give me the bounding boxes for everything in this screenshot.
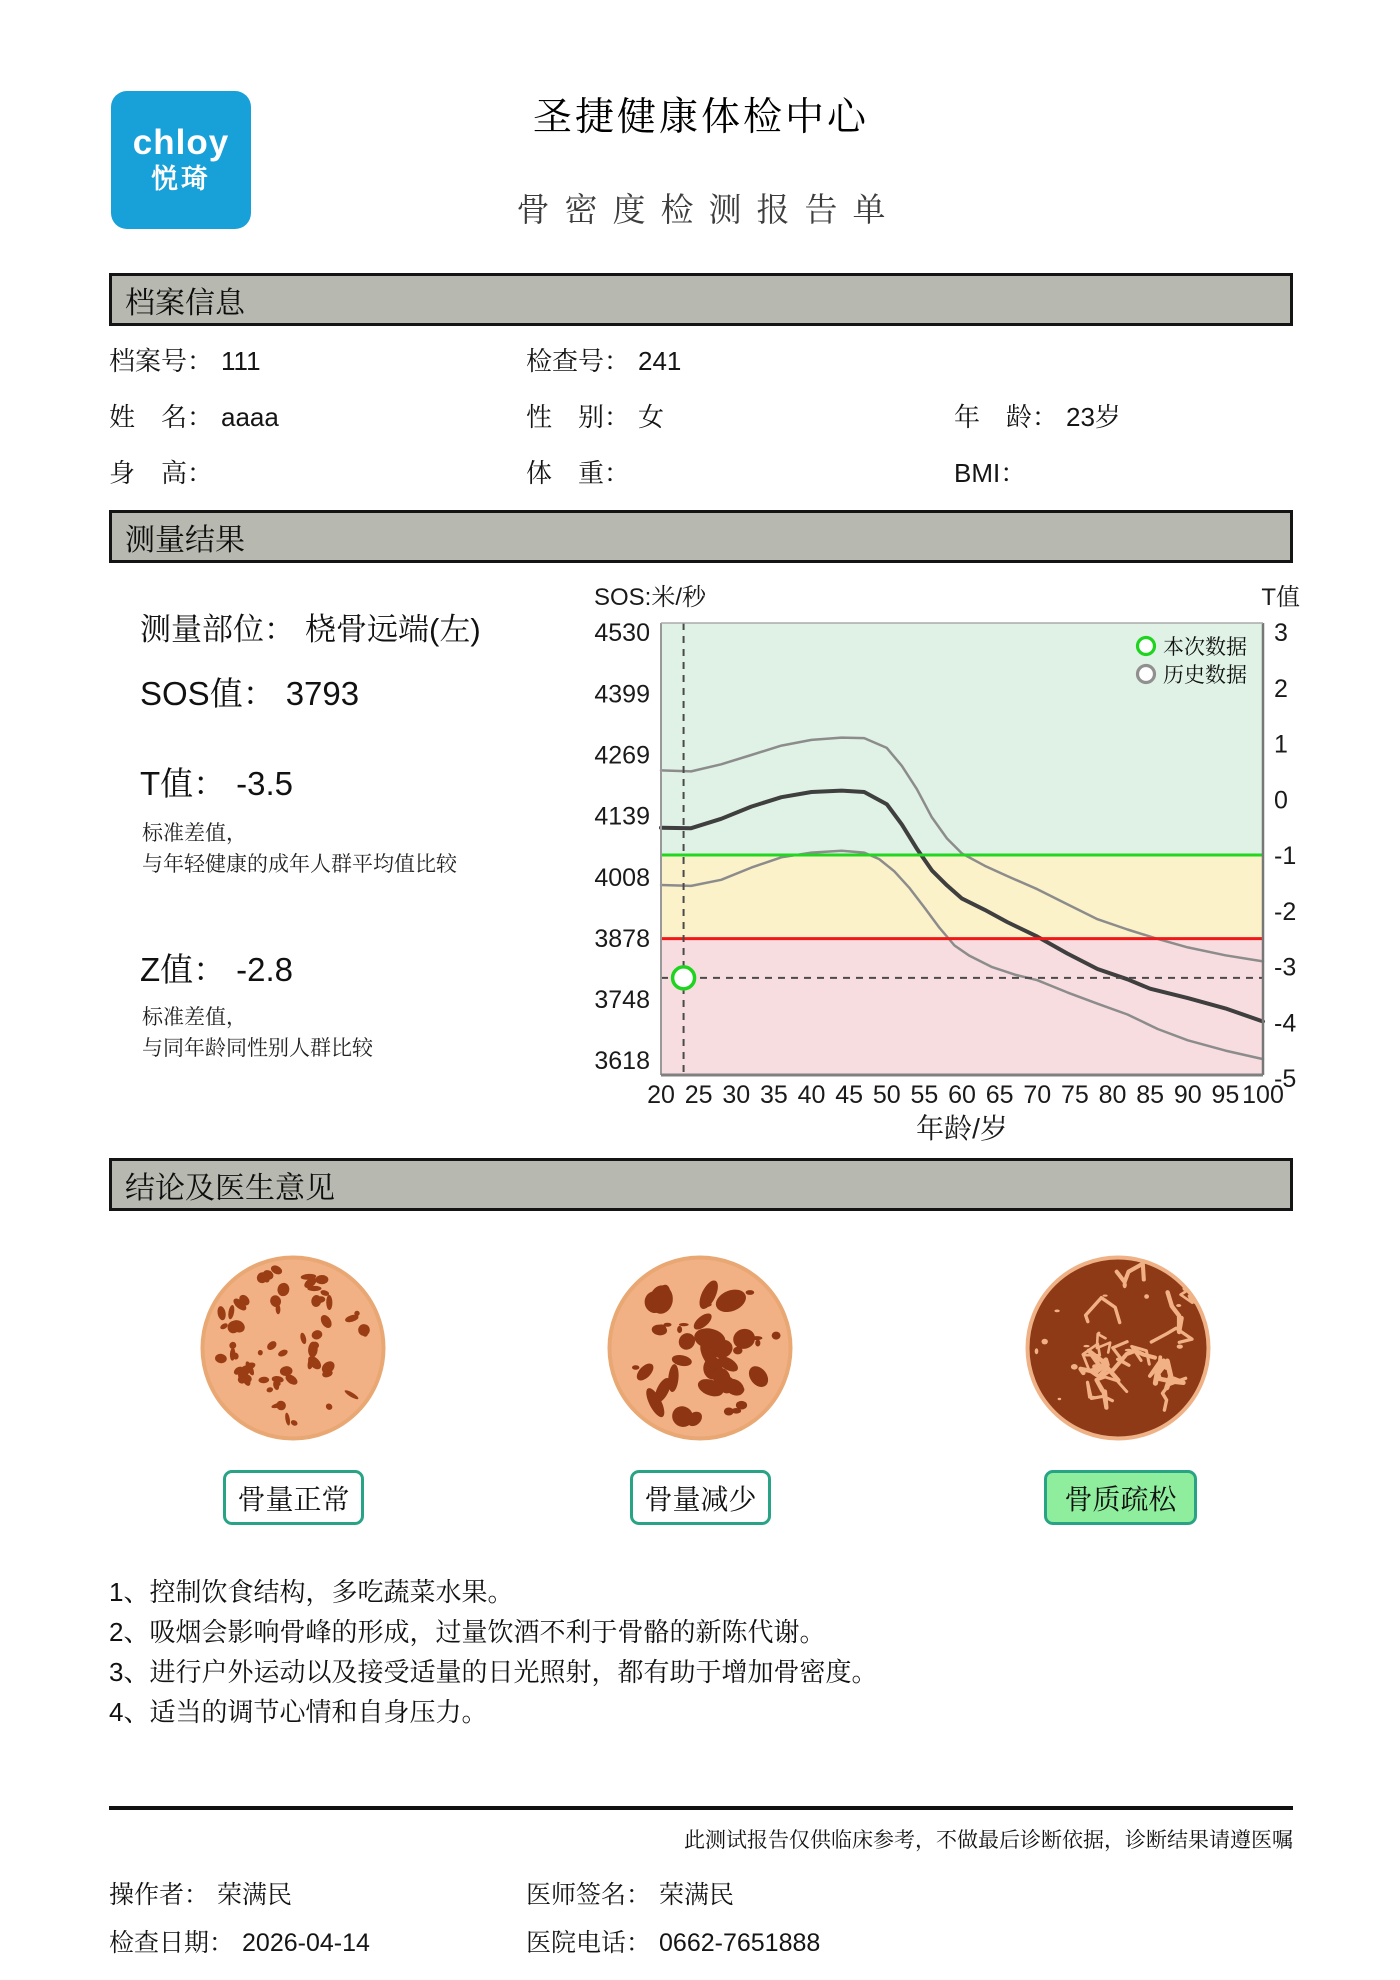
- footer-exam-date: 检查日期： 2026-04-14: [109, 1929, 370, 1957]
- field-bmi: BMI：: [954, 458, 1027, 488]
- label-bone-porous-highlighted: 骨质疏松: [1044, 1470, 1197, 1525]
- svg-text:-3: -3: [1274, 953, 1297, 982]
- label-bone-reduced: 骨量减少: [630, 1470, 771, 1525]
- svg-text:75: 75: [1060, 1081, 1089, 1109]
- measure-t-value: T值： -3.5: [140, 765, 294, 802]
- svg-text:70: 70: [1023, 1081, 1052, 1109]
- svg-text:-4: -4: [1274, 1009, 1297, 1038]
- svg-text:45: 45: [835, 1081, 864, 1109]
- svg-text:SOS:米/秒: SOS:米/秒: [594, 584, 707, 611]
- svg-text:3618: 3618: [594, 1047, 650, 1075]
- bone-normal-image: [197, 1252, 389, 1444]
- svg-text:4399: 4399: [594, 680, 650, 709]
- bone-porous-image: [1022, 1252, 1214, 1444]
- section-header-conclusion: 结论及医生意见: [109, 1158, 1293, 1211]
- svg-text:30: 30: [722, 1081, 751, 1109]
- svg-text:95: 95: [1211, 1081, 1240, 1109]
- svg-text:50: 50: [872, 1081, 901, 1109]
- label-bone-normal: 骨量正常: [223, 1470, 364, 1525]
- footer-doctor-signature: 医师签名： 荣满民: [526, 1881, 735, 1909]
- svg-text:4139: 4139: [594, 802, 650, 831]
- section-header-archive: 档案信息: [109, 273, 1293, 326]
- field-height: 身 高：: [109, 458, 214, 488]
- svg-text:35: 35: [759, 1081, 788, 1109]
- svg-text:55: 55: [910, 1081, 939, 1109]
- svg-text:4269: 4269: [594, 741, 650, 770]
- footer-hospital-phone: 医院电话： 0662-7651888: [526, 1929, 821, 1957]
- doctor-advice-list: [109, 1572, 877, 1732]
- footer-divider: [109, 1806, 1293, 1810]
- svg-text:T值: T值: [1261, 584, 1300, 611]
- field-archive-no: 档案号： 111: [109, 346, 261, 376]
- svg-text:-2: -2: [1274, 897, 1297, 926]
- svg-text:本次数据: 本次数据: [1163, 636, 1247, 659]
- measure-z-value: Z值： -2.8: [140, 951, 294, 988]
- clinic-name: 圣捷健康体检中心: [532, 96, 869, 139]
- disclaimer-text: 此测试报告仅供临床参考，不做最后诊断依据，诊断结果请遵医嘱: [684, 1829, 1293, 1852]
- svg-text:历史数据: 历史数据: [1163, 664, 1247, 687]
- footer-operator: 操作者： 荣满民: [109, 1881, 293, 1909]
- bone-reduced-image: [604, 1252, 796, 1444]
- svg-text:1: 1: [1274, 730, 1288, 759]
- t-value-description: 标准差值， 与年轻健康的成年人群平均值比较: [142, 822, 457, 876]
- advice-item: 3、进行户外运动以及接受适量的日光照射，都有助于增加骨密度。: [109, 1657, 878, 1687]
- svg-text:100: 100: [1242, 1081, 1284, 1109]
- svg-text:40: 40: [797, 1081, 826, 1109]
- advice-item: 4、适当的调节心情和自身压力。: [109, 1697, 488, 1727]
- svg-text:3: 3: [1274, 619, 1288, 647]
- svg-text:2: 2: [1274, 674, 1288, 703]
- advice-item: 2、吸烟会影响骨峰的形成，过量饮酒不利于骨骼的新陈代谢。: [109, 1617, 826, 1647]
- svg-text:80: 80: [1098, 1081, 1127, 1109]
- svg-text:85: 85: [1136, 1081, 1165, 1109]
- field-gender: 性 别： 女: [526, 402, 665, 432]
- svg-text:-1: -1: [1274, 842, 1297, 870]
- field-exam-no: 检查号： 241: [526, 346, 682, 376]
- brand-logo-text: chloy: [132, 122, 230, 162]
- svg-text:0: 0: [1274, 786, 1288, 815]
- svg-text:4008: 4008: [594, 863, 650, 892]
- svg-text:25: 25: [684, 1081, 713, 1109]
- section-header-results: 测量结果: [109, 510, 1293, 563]
- field-weight: 体 重：: [526, 458, 631, 488]
- measure-sos: SOS值： 3793: [140, 675, 360, 712]
- bone-density-chart: [440, 565, 1340, 1160]
- svg-text:4530: 4530: [594, 619, 650, 647]
- svg-text:年龄/岁: 年龄/岁: [916, 1113, 1008, 1144]
- svg-text:20: 20: [647, 1081, 675, 1109]
- svg-text:65: 65: [985, 1081, 1014, 1109]
- report-title: 骨密度检测报告单: [516, 191, 901, 228]
- brand-logo-subtext: 悦琦: [151, 163, 211, 194]
- svg-text:90: 90: [1173, 1081, 1202, 1109]
- svg-text:-5: -5: [1274, 1065, 1297, 1093]
- z-value-description: 标准差值， 与同年龄同性别人群比较: [142, 1006, 373, 1060]
- field-name: 姓 名： aaaa: [109, 402, 279, 432]
- measure-site: 测量部位： 桡骨远端(左): [140, 612, 481, 647]
- advice-item: 1、控制饮食结构，多吃蔬菜水果。: [109, 1577, 514, 1607]
- svg-text:60: 60: [948, 1081, 976, 1109]
- svg-text:3878: 3878: [594, 924, 650, 953]
- svg-text:3748: 3748: [594, 985, 650, 1014]
- field-age: 年 龄： 23岁: [954, 402, 1121, 432]
